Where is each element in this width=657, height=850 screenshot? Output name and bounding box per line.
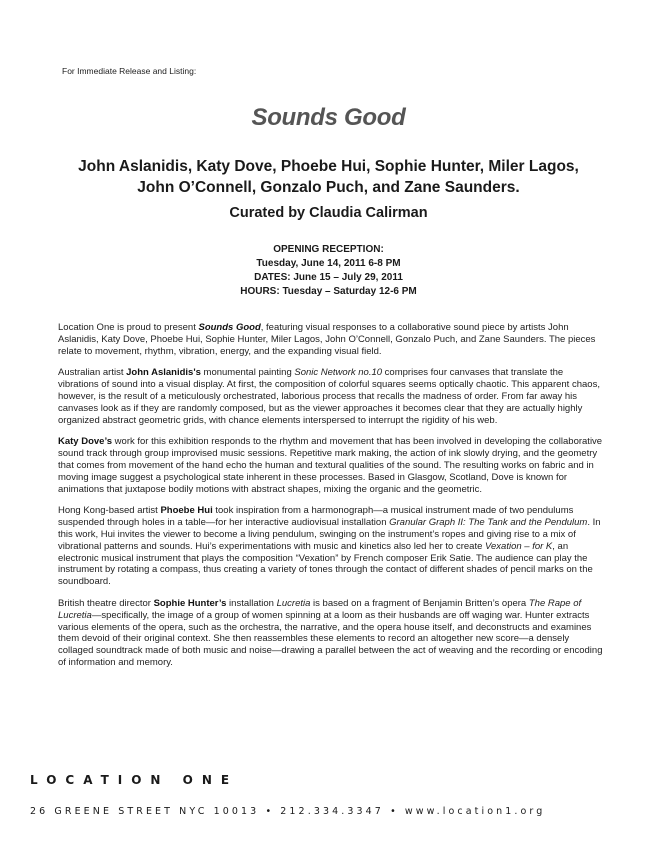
text-run-italic: The Rape of Lucretia (58, 597, 582, 621)
paragraph-hui (58, 505, 605, 588)
artist-list-line-2: John O’Connell, Gonzalo Puch, and Zane Saunders. (137, 179, 520, 196)
text-run-bold: Katy Dove’s (58, 436, 113, 448)
text-run-bold: John Aslanidis's (126, 367, 201, 379)
paragraph-intro (58, 322, 605, 357)
text-run: is based on a fragment of Benjamin Britten’s opera (310, 597, 529, 609)
text-run: Hong Kong-based artist (58, 505, 161, 517)
text-run-italic: Lucretia (276, 597, 311, 609)
text-run: . In this work, Hui invites the viewer to become a living pendulum, swinging on the instrument’s ropes and giving rise to a mix of vibrational patterns and sounds. Hui’s experimentations with music and kinetics also led her to create (58, 517, 601, 552)
reception-label: OPENING RECEPTION: (273, 244, 384, 255)
gallery-address-line: 26 GREENE STREET NYC 10013 • 212.334.3347 • www.location1.org (30, 806, 546, 817)
text-run: , featuring visual responses to a collaborative sound piece by artists John Aslanidis, Katy Dove, Phoebe Hui, Sophie Hunter, Miler Lagos, John O’Connell, Gonzalo Puch, and Zane Saunders. The pieces relate to movement, rhythm, vibration, energy, and the expanding visual field. (58, 322, 596, 357)
text-run: installation (226, 597, 277, 609)
gallery-name-logo: LOCATION ONE (30, 773, 239, 787)
text-run-italic: Granular Graph II: The Tank and the Pendulum (389, 517, 588, 529)
text-run-italic: Vexation – for K (485, 540, 553, 552)
text-run: comprises four canvases that translate the vibrations of sound into a visual display. At first, the composition of colorful squares seems optically chaotic. This apparent chaos, however, is the result of a meticulously orchestrated, laborious process that recalls the madness of order. From far away his canvases look as if they are randomly composed, but as the viewer approaches it becomes clear that they are actually highly organized abstract geometric grids, with chance elements interspersed to interrupt the rigidity of his web. (58, 367, 600, 426)
paragraph-hunter (58, 598, 605, 669)
reception-info (0, 243, 657, 299)
paragraph-aslanidis (58, 367, 605, 426)
curator-line: Curated by Claudia Calirman (229, 205, 428, 221)
exhibition-title: Sounds Good (251, 104, 406, 131)
paragraph-dove (58, 436, 605, 495)
text-run: work for this exhibition responds to the rhythm and movement that has been involved in developing the collaborative sound track through group improvised music sessions. Repetitive mark making, the action of ink slowly drying, and the geometry that comes from movement of the hand echo the human and textural qualities of the sound. The resulting works on fabric and in moving image suggest a psychological state inherent in these processes. Based in Glasgow, Scotland, Dove is known for animations that juxtapose bodily motions with abstract shapes, mixing the organic and the geometric. (58, 436, 603, 495)
text-run: Location One is proud to present (58, 322, 199, 333)
text-run-italic: Sonic Network no.10 (294, 367, 383, 379)
artist-list (60, 156, 597, 198)
gallery-hours: HOURS: Tuesday – Saturday 12-6 PM (240, 286, 417, 297)
text-run: took inspiration from a harmonograph—a musical instrument made of two pendulums suspended through holes in a table—for her interactive audiovisual installation (58, 505, 574, 529)
text-run-bold-italic: Sounds Good (198, 322, 261, 333)
reception-date: Tuesday, June 14, 2011 6-8 PM (256, 258, 401, 269)
text-run: British theatre director (58, 597, 154, 609)
text-run: , an electronic musical instrument that plays the composition “Vexation” by French composer Erik Satie. The audience can play the instrument by rotating a compass, thus creating a variety of tones through the contact of different shades of pencil marks on the soundboard. (58, 540, 593, 588)
text-run-bold: Phoebe Hui (160, 505, 213, 517)
exhibition-dates: DATES: June 15 – July 29, 2011 (254, 272, 403, 283)
text-run: monumental painting (200, 367, 295, 379)
text-run: —specifically, the image of a group of women spinning at a loom as their husbands are off waging war. Hunter extracts various elements of the opera, such as the orchestra, the narrative, and the opera house itself, and deconstructs and examines them devoid of their original context. She then reassembles these elements to record an altogether new score—a densely collaged soundtrack made of both music and noise—drawing a parallel between the act of weaving and the recording or encoding of information and memory. (58, 609, 603, 668)
artist-list-line-1: John Aslanidis, Katy Dove, Phoebe Hui, Sophie Hunter, Miler Lagos, (78, 158, 579, 175)
body-text (58, 322, 605, 679)
text-run: Australian artist (58, 367, 127, 379)
text-run-bold: Sophie Hunter’s (153, 597, 227, 609)
release-line: For Immediate Release and Listing: (62, 66, 197, 76)
